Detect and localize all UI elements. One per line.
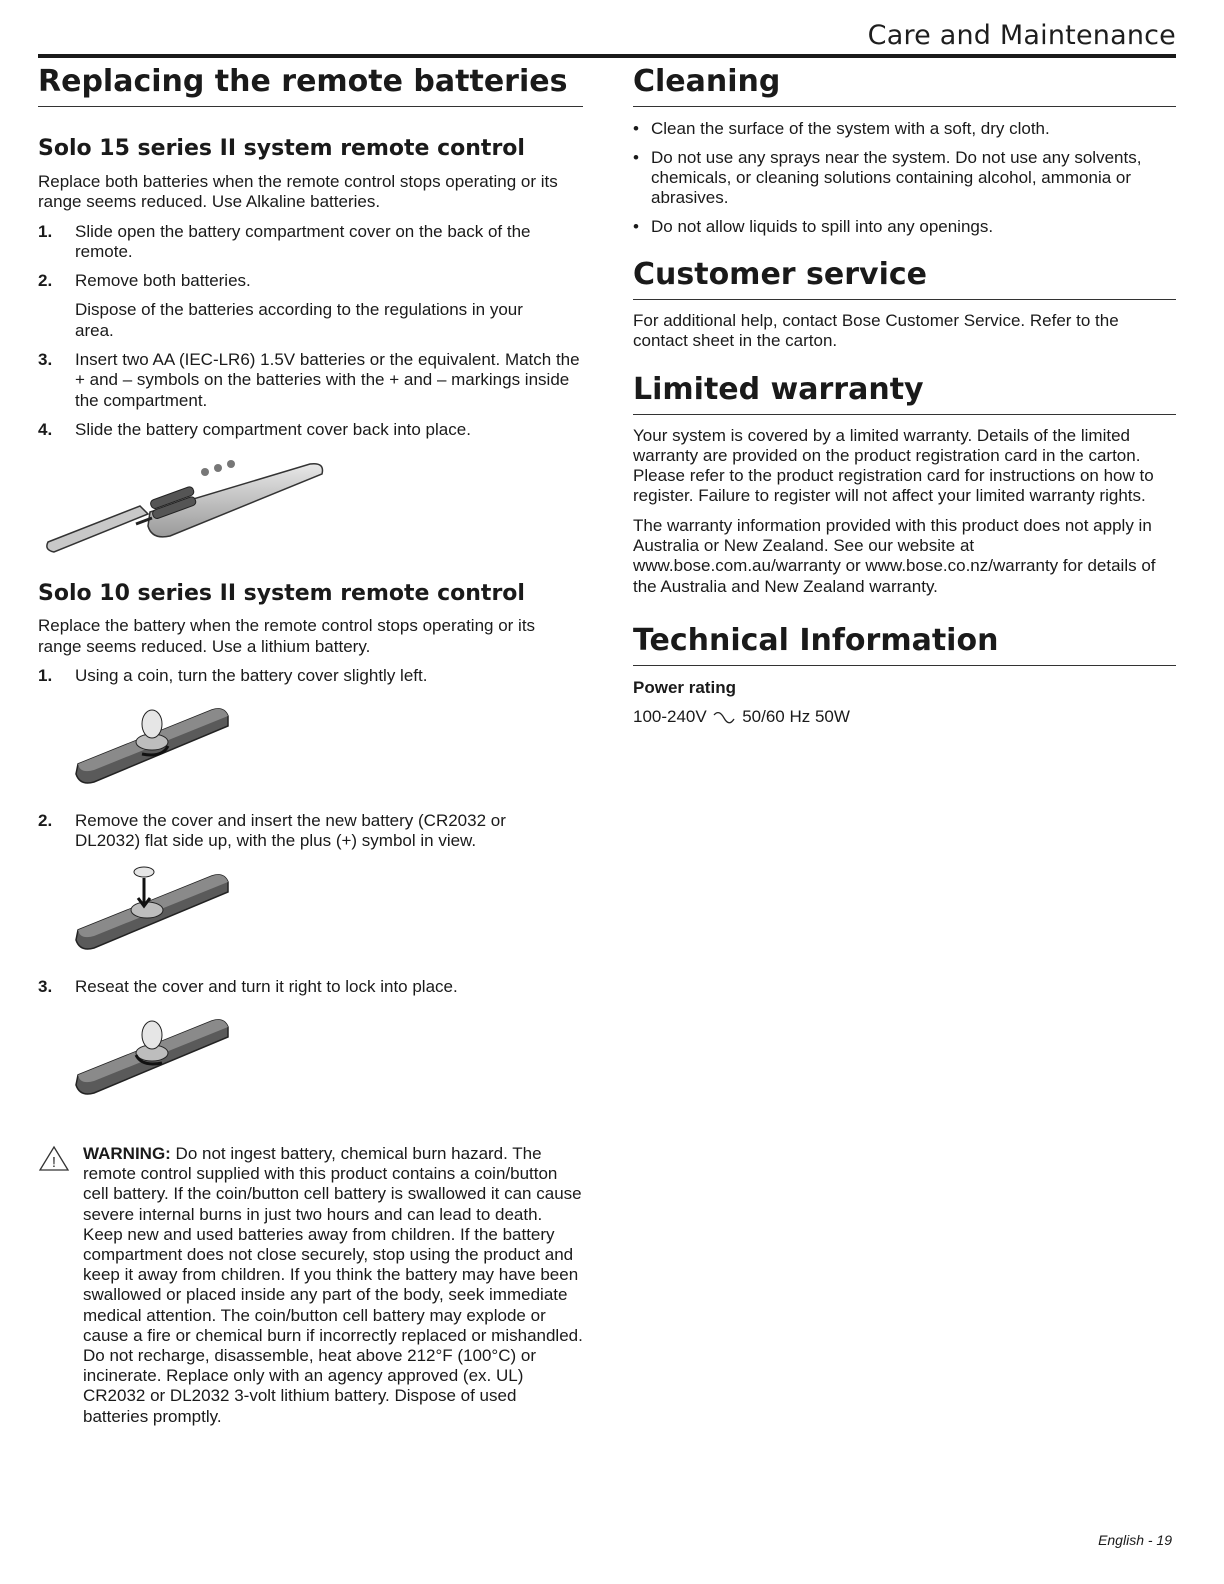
step-number: 2. <box>38 811 53 831</box>
limited-warranty-title: Limited warranty <box>633 368 1176 415</box>
warranty-paragraph-2: The warranty information provided with this product does not apply in Australia or New Zealand. See our website at www.bose.com.au/warranty or www.bose.co.nz/warranty for details of the Australia and New Zealand warranty. <box>633 515 1156 596</box>
step-note: Dispose of the batteries according to the regulations in your area. <box>75 300 523 340</box>
solo10-lock-cover-illustration <box>72 1011 252 1106</box>
step-number: 1. <box>38 221 53 241</box>
page-number: English - 19 <box>1098 1532 1172 1548</box>
power-rating-value <box>633 707 1176 727</box>
step-text: Insert two AA (IEC-LR6) 1.5V batteries or the equivalent. Match the + and – symbols on the batteries with the + and – markings inside the compartment. <box>75 350 580 410</box>
cleaning-list <box>633 119 1176 237</box>
warning-label: WARNING: <box>83 1144 171 1164</box>
warranty-paragraph-1: Your system is covered by a limited warranty. Details of the limited warranty are provided on the product registration card in the carton. Please refer to the product registration card for instructions on how to register. Failure to register will not affect your limited warranty rights. <box>633 425 1154 506</box>
solo15-heading: Solo 15 series II system remote control <box>38 136 525 161</box>
step-text: Remove both batteries. <box>75 271 251 291</box>
warning-triangle-icon <box>38 1144 70 1172</box>
power-voltage: 100-240V <box>633 707 707 727</box>
solo10-intro: Replace the battery when the remote control stops operating or its range seems reduced. Use a lithium battery. <box>38 616 536 656</box>
solo15-step-3 <box>38 350 583 411</box>
step-number: 3. <box>38 976 53 996</box>
technical-information-title: Technical Information <box>633 619 1176 666</box>
solo10-step-2 <box>38 811 583 852</box>
customer-service-text: For additional help, contact Bose Customer Service. Refer to the contact sheet in the carton. <box>633 311 1119 351</box>
solo15-step-2 <box>38 271 583 341</box>
solo15-intro: Replace both batteries when the remote control stops operating or its range seems reduced. Use Alkaline batteries. <box>38 172 558 212</box>
power-frequency-wattage: 50/60 Hz 50W <box>742 707 850 727</box>
list-item: • Do not use any sprays near the system. Do not use any solvents, chemicals, or cleaning solutions containing alcohol, ammonia or abrasives. <box>633 148 1176 208</box>
list-item: • Clean the surface of the system with a soft, dry cloth. <box>633 119 1176 139</box>
replacing-batteries-title: Replacing the remote batteries <box>38 60 583 107</box>
solo10-step-3 <box>38 977 583 997</box>
solo15-step-1 <box>38 222 583 263</box>
step-text: Slide the battery compartment cover back into place. <box>75 419 471 439</box>
cleaning-title: Cleaning <box>633 60 1176 107</box>
warning-block <box>38 1144 583 1427</box>
step-number: 1. <box>38 665 53 685</box>
running-header-title: Care and Maintenance <box>867 20 1176 51</box>
step-number: 2. <box>38 271 53 291</box>
solo15-step-4 <box>38 420 583 440</box>
step-text: Reseat the cover and turn it right to lock into place. <box>75 976 458 996</box>
power-rating-label: Power rating <box>633 677 736 697</box>
left-column <box>38 60 583 1427</box>
solo10-step-1 <box>38 666 583 686</box>
list-item: • Do not allow liquids to spill into any openings. <box>633 217 1176 237</box>
customer-service-title: Customer service <box>633 253 1176 300</box>
step-number: 4. <box>38 419 53 439</box>
step-text: Remove the cover and insert the new battery (CR2032 or DL2032) flat side up, with the plus (+) symbol in view. <box>75 811 506 851</box>
step-text: Slide open the battery compartment cover on the back of the remote. <box>75 221 531 261</box>
alternating-current-icon <box>712 711 736 725</box>
solo10-heading: Solo 10 series II system remote control <box>38 581 525 607</box>
header-rule <box>38 54 1176 58</box>
step-text: Using a coin, turn the battery cover slightly left. <box>75 665 428 685</box>
solo10-insert-battery-illustration <box>72 866 252 961</box>
solo10-coin-turn-illustration <box>72 700 252 795</box>
right-column <box>633 60 1176 728</box>
svg-text:!: ! <box>51 1154 57 1172</box>
solo15-remote-illustration <box>40 454 340 564</box>
warning-text: Do not ingest battery, chemical burn hazard. The remote control supplied with this product contains a coin/button cell battery. If the coin/button cell battery is swallowed it can cause severe internal burns in just two hours and can lead to death. Keep new and used batteries away from children. If the battery compartment does not close securely, stop using the product and keep it away from children. If you think the battery may have been swallowed or placed inside any part of the body, seek immediate medical attention. The coin/button cell battery may explode or cause a fire or chemical burn if incorrectly replaced or mishandled. Do not recharge, disassemble, heat above 212°F (100°C) or incinerate. Replace only with an agency approved (ex. UL) CR2032 or DL2032 3-volt lithium battery. Dispose of used batteries promptly. <box>83 1144 583 1426</box>
step-number: 3. <box>38 350 53 370</box>
